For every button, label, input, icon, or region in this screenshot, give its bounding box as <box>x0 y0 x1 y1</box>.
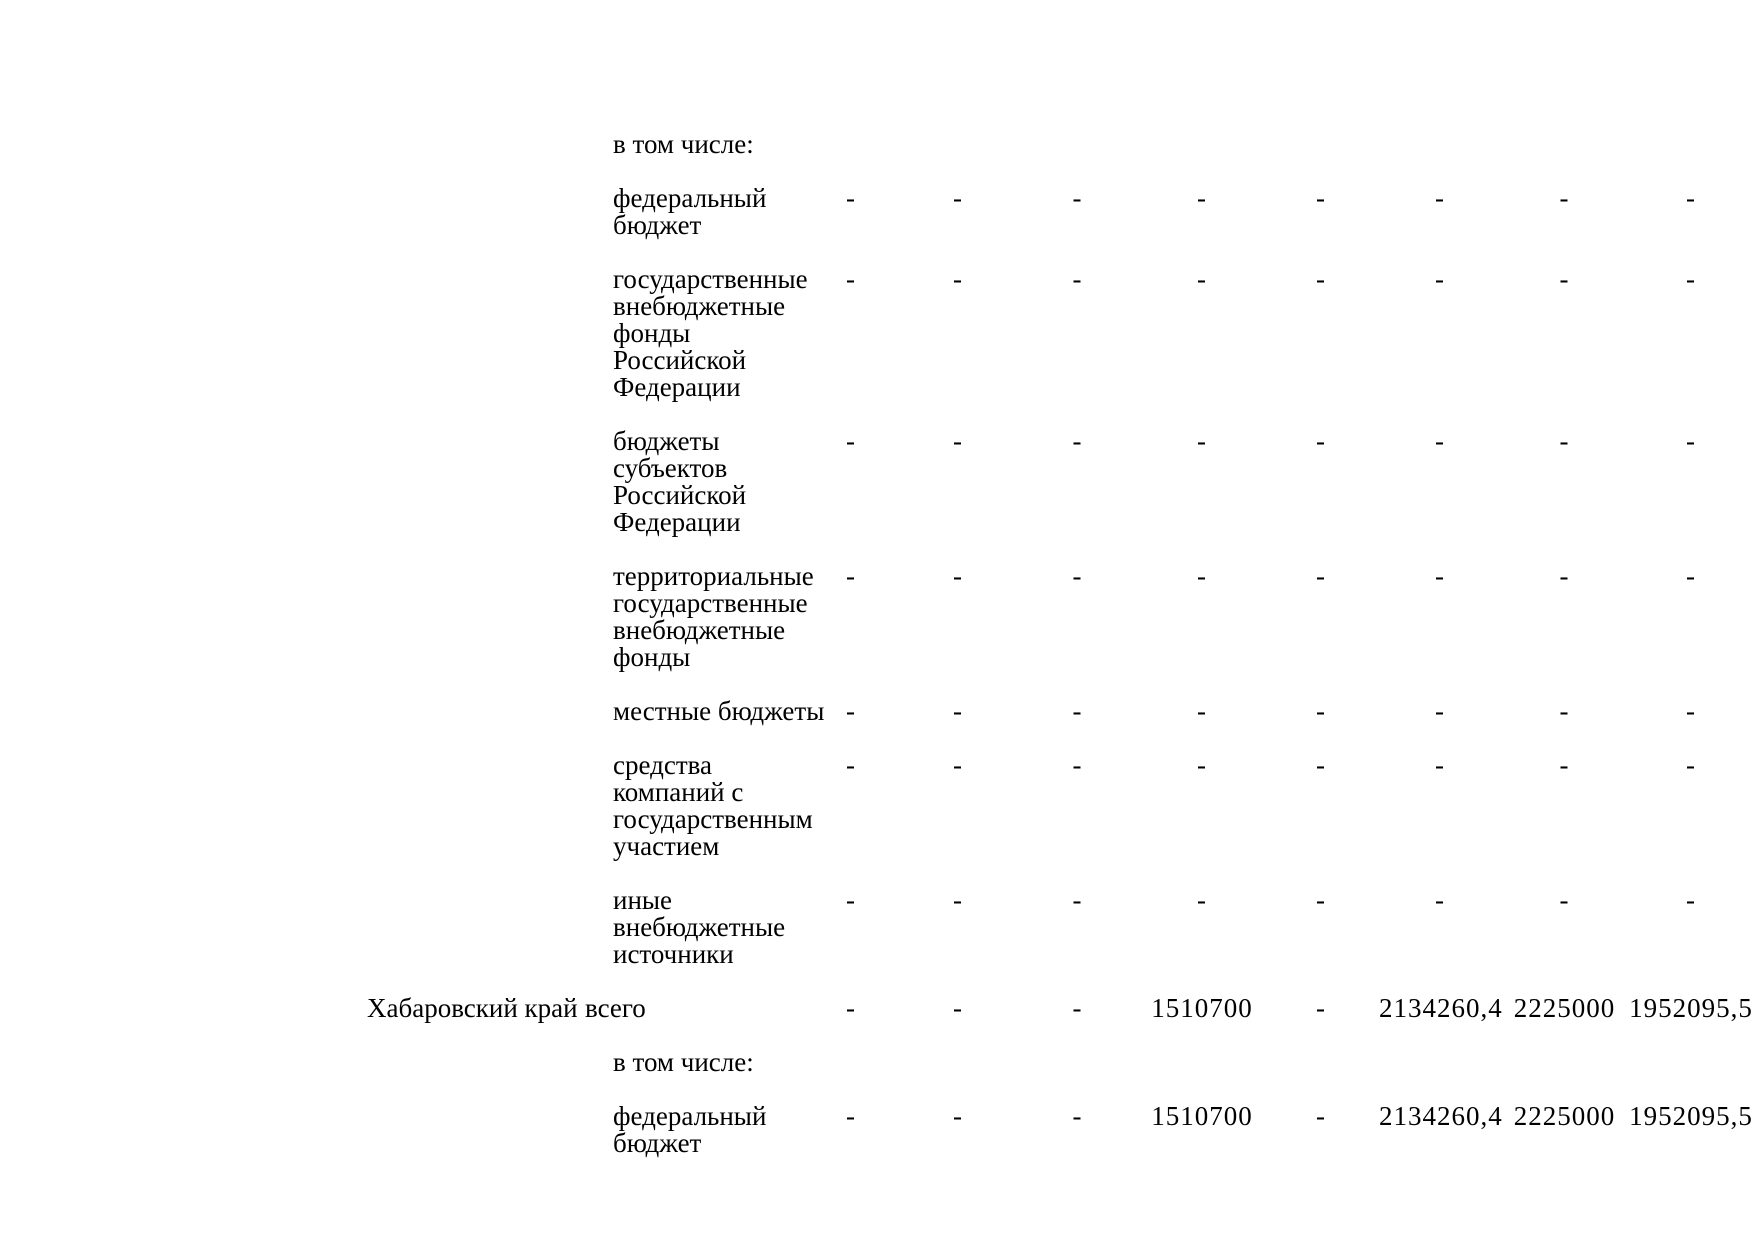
region-cell <box>0 185 585 212</box>
value-cell <box>1628 1049 1754 1076</box>
value-cell: - <box>1316 426 1326 456</box>
value-cell <box>1263 131 1379 158</box>
value-cell <box>1263 1049 1379 1076</box>
value-cell <box>1141 1049 1263 1076</box>
funding-source-line: иные <box>613 885 673 915</box>
value-cell: - <box>846 885 856 915</box>
value-cell: 1952095,5 <box>1629 993 1753 1023</box>
funding-source-line: фонды <box>613 318 691 348</box>
funding-source-line: федеральный <box>613 1101 767 1131</box>
value-cell: - <box>1316 183 1326 213</box>
value-cell: - <box>953 885 963 915</box>
value-cell: - <box>1316 885 1326 915</box>
value-cell: 1510700 <box>1151 993 1253 1023</box>
funding-source-line: в том числе: <box>613 129 754 159</box>
value-cell: - <box>1435 750 1445 780</box>
table-row <box>0 887 1754 968</box>
value-cell: - <box>846 993 856 1023</box>
funding-source-line: участием <box>613 831 720 861</box>
value-cell: - <box>953 183 963 213</box>
region-cell <box>0 752 585 779</box>
funding-source-cell <box>585 185 800 239</box>
funding-source-line: местные бюджеты <box>613 696 825 726</box>
table-row <box>0 995 1754 1022</box>
funding-source-line: фонды <box>613 642 691 672</box>
funding-source-line: источники <box>613 939 734 969</box>
value-cell: - <box>1072 750 1083 780</box>
funding-source-cell <box>585 131 800 158</box>
value-cell <box>1014 1049 1141 1076</box>
funding-source-line: средства <box>613 750 713 780</box>
table-row <box>0 266 1754 401</box>
funding-source-line: государственные <box>613 264 808 294</box>
value-cell: - <box>846 426 856 456</box>
value-cell: - <box>846 696 856 726</box>
table-row <box>0 185 1754 239</box>
value-cell: - <box>1197 561 1207 591</box>
funding-source-line: всего <box>585 993 646 1023</box>
value-cell: - <box>1559 696 1570 726</box>
value-cell: - <box>1072 1101 1083 1131</box>
funding-source-cell <box>585 887 800 968</box>
value-cell: - <box>1072 561 1083 591</box>
table-row <box>0 1049 1754 1076</box>
funding-source-line: федеральный <box>613 183 767 213</box>
region-cell: Хабаровский край <box>367 993 578 1023</box>
region-cell <box>0 563 585 590</box>
value-cell: - <box>1435 561 1445 591</box>
value-cell: - <box>1072 183 1083 213</box>
value-cell: - <box>1435 264 1445 294</box>
funding-source-cell <box>585 428 800 536</box>
value-cell: - <box>1686 183 1696 213</box>
value-cell: 1952095,5 <box>1629 1101 1753 1131</box>
value-cell: - <box>1316 750 1326 780</box>
funding-source-line: бюджет <box>613 1128 702 1158</box>
table-row <box>0 563 1754 671</box>
funding-source-cell <box>585 1049 800 1076</box>
table-row <box>0 428 1754 536</box>
value-cell: - <box>846 750 856 780</box>
funding-source-line: субъектов <box>613 453 728 483</box>
value-cell: - <box>1435 183 1445 213</box>
value-cell: 1510700 <box>1151 1101 1253 1131</box>
value-cell: - <box>1435 885 1445 915</box>
funding-source-cell <box>585 561 814 672</box>
value-cell: - <box>846 561 856 591</box>
value-cell: - <box>1197 426 1207 456</box>
value-cell <box>902 1049 1014 1076</box>
value-cell: - <box>1316 1101 1326 1131</box>
value-cell: - <box>953 993 963 1023</box>
value-cell: - <box>1316 993 1326 1023</box>
value-cell: - <box>1197 750 1207 780</box>
value-cell <box>1501 131 1628 158</box>
value-cell: - <box>1072 264 1083 294</box>
region-cell <box>0 1049 585 1076</box>
value-cell: - <box>953 426 963 456</box>
value-cell: - <box>1316 696 1326 726</box>
funding-source-line: внебюджетные <box>613 912 786 942</box>
value-cell: - <box>1559 183 1570 213</box>
value-cell: - <box>1686 561 1696 591</box>
value-cell: - <box>1072 885 1083 915</box>
funding-source-line: территориальные <box>613 561 814 591</box>
value-cell <box>1379 131 1501 158</box>
funding-source-cell <box>585 264 808 402</box>
funding-source-line: государственные <box>613 588 808 618</box>
value-cell: - <box>953 696 963 726</box>
region-cell <box>0 131 585 158</box>
value-cell: - <box>1559 426 1570 456</box>
value-cell: - <box>1686 426 1696 456</box>
value-cell: - <box>1435 696 1445 726</box>
value-cell: - <box>953 264 963 294</box>
value-cell <box>800 131 902 158</box>
funding-source-cell <box>585 696 825 726</box>
value-cell: - <box>1686 885 1696 915</box>
region-cell <box>0 698 585 725</box>
funding-source-line: в том числе: <box>613 1047 754 1077</box>
value-cell: - <box>1686 264 1696 294</box>
value-cell: - <box>846 264 856 294</box>
value-cell <box>1628 131 1754 158</box>
value-cell <box>1501 1049 1628 1076</box>
value-cell: - <box>1197 183 1207 213</box>
value-cell: - <box>1559 750 1570 780</box>
value-cell: - <box>1072 993 1083 1023</box>
value-cell: - <box>953 750 963 780</box>
funding-source-cell <box>585 995 800 1022</box>
value-cell: - <box>1435 426 1445 456</box>
region-cell <box>0 887 585 914</box>
region-cell <box>0 266 585 293</box>
value-cell: - <box>953 561 963 591</box>
funding-source-line: Российской <box>613 480 747 510</box>
value-cell: - <box>1072 696 1083 726</box>
value-cell: 2134260,4 <box>1379 993 1503 1023</box>
funding-source-line: Российской <box>613 345 747 375</box>
table-row <box>0 698 1754 725</box>
value-cell: - <box>846 183 856 213</box>
funding-source-line: бюджеты <box>613 426 720 456</box>
value-cell: - <box>1686 750 1696 780</box>
funding-source-line: бюджет <box>613 210 702 240</box>
table-row <box>0 752 1754 860</box>
region-cell <box>0 428 585 455</box>
value-cell: - <box>1559 885 1570 915</box>
value-cell <box>1014 131 1141 158</box>
value-cell <box>1141 131 1263 158</box>
funding-source-line: государственным <box>613 804 813 834</box>
funding-source-cell <box>585 1103 800 1157</box>
value-cell: - <box>953 1101 963 1131</box>
funding-source-line: Федерации <box>613 372 741 402</box>
funding-source-line: внебюджетные <box>613 615 786 645</box>
value-cell <box>1379 1049 1501 1076</box>
funding-source-line: внебюджетные <box>613 291 786 321</box>
value-cell: - <box>1316 561 1326 591</box>
value-cell: - <box>1686 696 1696 726</box>
value-cell <box>800 1049 902 1076</box>
funding-source-line: компаний с <box>613 777 744 807</box>
value-cell: - <box>1559 561 1570 591</box>
funding-source-cell <box>585 750 813 861</box>
value-cell: 2225000 <box>1513 993 1616 1023</box>
region-cell <box>0 1103 585 1130</box>
value-cell: - <box>1316 264 1326 294</box>
value-cell: 2134260,4 <box>1379 1101 1503 1131</box>
value-cell: 2225000 <box>1513 1101 1616 1131</box>
value-cell: - <box>1559 264 1570 294</box>
value-cell: - <box>1197 696 1207 726</box>
value-cell: - <box>846 1101 856 1131</box>
value-cell: - <box>1197 264 1207 294</box>
funding-source-line: Федерации <box>613 507 741 537</box>
value-cell: - <box>1197 885 1207 915</box>
value-cell <box>902 131 1014 158</box>
table-row <box>0 1103 1754 1157</box>
table-row <box>0 131 1754 158</box>
value-cell: - <box>1072 426 1083 456</box>
